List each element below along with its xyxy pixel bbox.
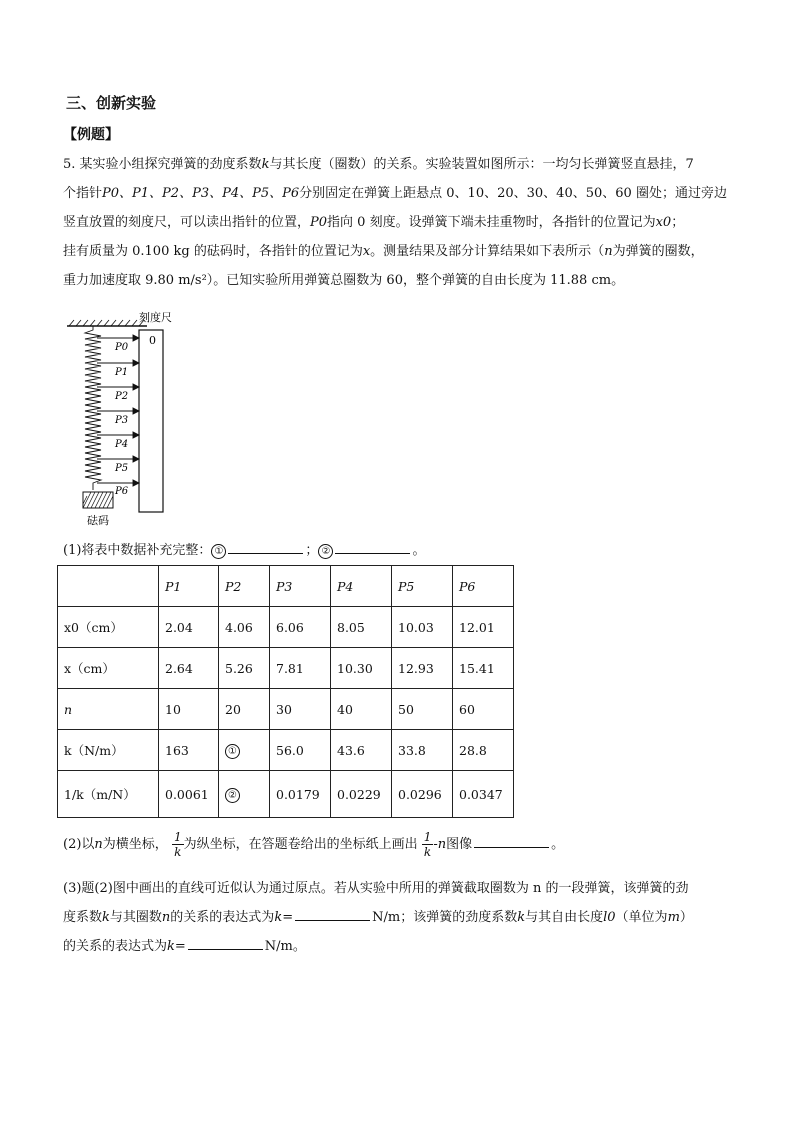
table-cell: 43.6 [331,730,392,771]
table-row [58,771,514,818]
section-title: 三、创新实验 [66,94,157,112]
table-row [58,689,514,730]
q3-blank-2[interactable] [188,937,263,950]
pointer-labels [114,342,129,497]
q2-end: 。 [551,837,565,852]
table-header-cell: P4 [331,566,392,607]
fraction-1-over-k: $\frac{1}{k}$ [173,830,182,859]
pointer-label-p1: P1 [115,367,129,378]
q2-blank[interactable] [474,835,549,848]
table-cell: 12.93 [392,648,453,689]
table-cell: 163 [159,730,219,771]
q1-mark-1: ① [211,544,226,559]
q3-line-2: 度系数k与其圈数n的关系的表达式为k= N/m；该弹簧的劲度系数k与其自由长度l0（单位为m） [63,910,693,925]
q1-blank-1[interactable] [228,541,303,554]
problem-text: 为弹簧的圈数， [612,244,704,259]
problem-text: 挂有质量为 0.100 kg 的砝码时，各指针的位置记为 [63,244,363,259]
table-cell: 10.03 [392,607,453,648]
problem-text: 分别固定在弹簧上距悬点 0、10、20、30、40、50、60 圈处；通过旁边 [299,186,727,201]
ruler-zero: 0 [149,334,156,347]
q3-blank-1[interactable] [295,908,370,921]
table-cell: 33.8 [392,730,453,771]
table-cell: 0.0296 [392,771,453,818]
q2-text: (2)以 [63,837,95,852]
problem-text: 某实验小组探究弹簧的劲度系数 [79,157,262,172]
table-header-cell [58,566,159,607]
table-header-cell: P5 [392,566,453,607]
problem-text: 与其长度（圈数）的关系。实验装置如图所示：一均匀长弹簧竖直悬挂，7 [269,157,694,172]
question-3 [63,874,763,961]
question-2 [63,830,564,859]
row-label: 1/k（m/N） [58,771,159,818]
table-cell: 50 [392,689,453,730]
row-label: x（cm） [58,648,159,689]
pointer-label-p3: P3 [115,415,129,426]
table-cell: 60 [453,689,514,730]
var-x0: x0 [655,215,672,230]
weight-label: 砝码 [87,514,109,527]
var-p0: P0 [310,215,328,230]
table-cell: 0.0347 [453,771,514,818]
fraction-1-over-k: $\frac{1}{k}$ [423,830,432,859]
problem-text: 。测量结果及部分计算结果如下表所示（ [370,244,605,259]
table-cell: 6.06 [270,607,331,648]
table-cell: 0.0179 [270,771,331,818]
var-x: x [362,244,371,259]
var-n: n [604,244,613,259]
ruler [139,330,163,512]
table-row [58,607,514,648]
pointer-label-p5: P5 [115,463,129,474]
q3-line-3: 的关系的表达式为k= N/m。 [63,939,306,954]
problem-line-4 [63,237,753,266]
var-k: k [261,157,270,172]
problem-line-2 [63,179,753,208]
table-header-row [58,566,514,607]
answer-mark-2: ② [225,788,240,803]
question-1 [63,539,425,559]
row-label: x0（cm） [58,607,159,648]
data-table [57,565,514,818]
table-cell [219,771,270,818]
q2-text: 图像 [446,837,473,852]
pointer-label-p6: P6 [115,486,129,497]
table-cell: 15.41 [453,648,514,689]
table-cell: 30 [270,689,331,730]
q1-blank-2[interactable] [335,541,410,554]
table-header-cell: P3 [270,566,331,607]
pointer-label-p0: P0 [115,342,129,353]
table-cell: 8.05 [331,607,392,648]
table-header-cell: P2 [219,566,270,607]
var-n: n [94,837,103,852]
table-cell: 12.01 [453,607,514,648]
row-label: n [58,689,159,730]
table-row [58,648,514,689]
q2-n-suffix: -n [433,837,447,852]
table-cell: 20 [219,689,270,730]
pointer-label-p2: P2 [115,391,129,402]
q1-sep: ； [305,543,319,558]
problem-line-5: 重力加速度取 9.80 m/s²）。已知实验所用弹簧总圈数为 60，整个弹簧的自由长度为 11.88 cm。 [63,273,625,288]
table-cell: 5.26 [219,648,270,689]
problem-statement [63,150,753,295]
table-cell: 0.0229 [331,771,392,818]
ceiling-hatch [69,320,144,326]
table-cell: 4.06 [219,607,270,648]
pointer-label-p4: P4 [115,439,129,450]
q2-text: 为纵坐标，在答题卷给出的坐标纸上画出 [183,837,418,852]
problem-text: ； [671,215,685,230]
example-tag: 【例题】 [63,127,119,143]
table-cell: 7.81 [270,648,331,689]
pointer-list: P0、P1、P2、P3、P4、P5、P6 [102,186,300,201]
problem-number: 5. [63,157,76,172]
spring-diagram [63,308,193,530]
table-cell: 10.30 [331,648,392,689]
spring [85,326,101,490]
table-row [58,730,514,771]
q2-text: 为横坐标， [102,837,168,852]
table-cell: 56.0 [270,730,331,771]
table-cell: 10 [159,689,219,730]
problem-line-1 [63,150,753,179]
problem-text: 指向 0 刻度。设弹簧下端未挂重物时，各指针的位置记为 [327,215,656,230]
q1-mark-2: ② [318,544,333,559]
table-cell: 28.8 [453,730,514,771]
table-cell: 40 [331,689,392,730]
table-header-cell: P1 [159,566,219,607]
problem-text: 竖直放置的刻度尺，可以读出指针的位置， [63,215,311,230]
table-cell: 2.04 [159,607,219,648]
row-label: k（N/m） [58,730,159,771]
q1-end: 。 [412,543,426,558]
table-header-cell: P6 [453,566,514,607]
answer-mark-1: ① [225,744,240,759]
ruler-label: 刻度尺 [139,311,172,324]
table-cell [219,730,270,771]
q3-line-1: (3)题(2)图中画出的直线可近似认为通过原点。若从实验中所用的弹簧截取圈数为 n 的一段弹簧，该弹簧的劲 [63,881,689,896]
table-cell: 0.0061 [159,771,219,818]
q1-text: (1)将表中数据补充完整： [63,543,212,558]
problem-line-3 [63,208,753,237]
problem-text: 个指针 [63,186,103,201]
table-cell: 2.64 [159,648,219,689]
